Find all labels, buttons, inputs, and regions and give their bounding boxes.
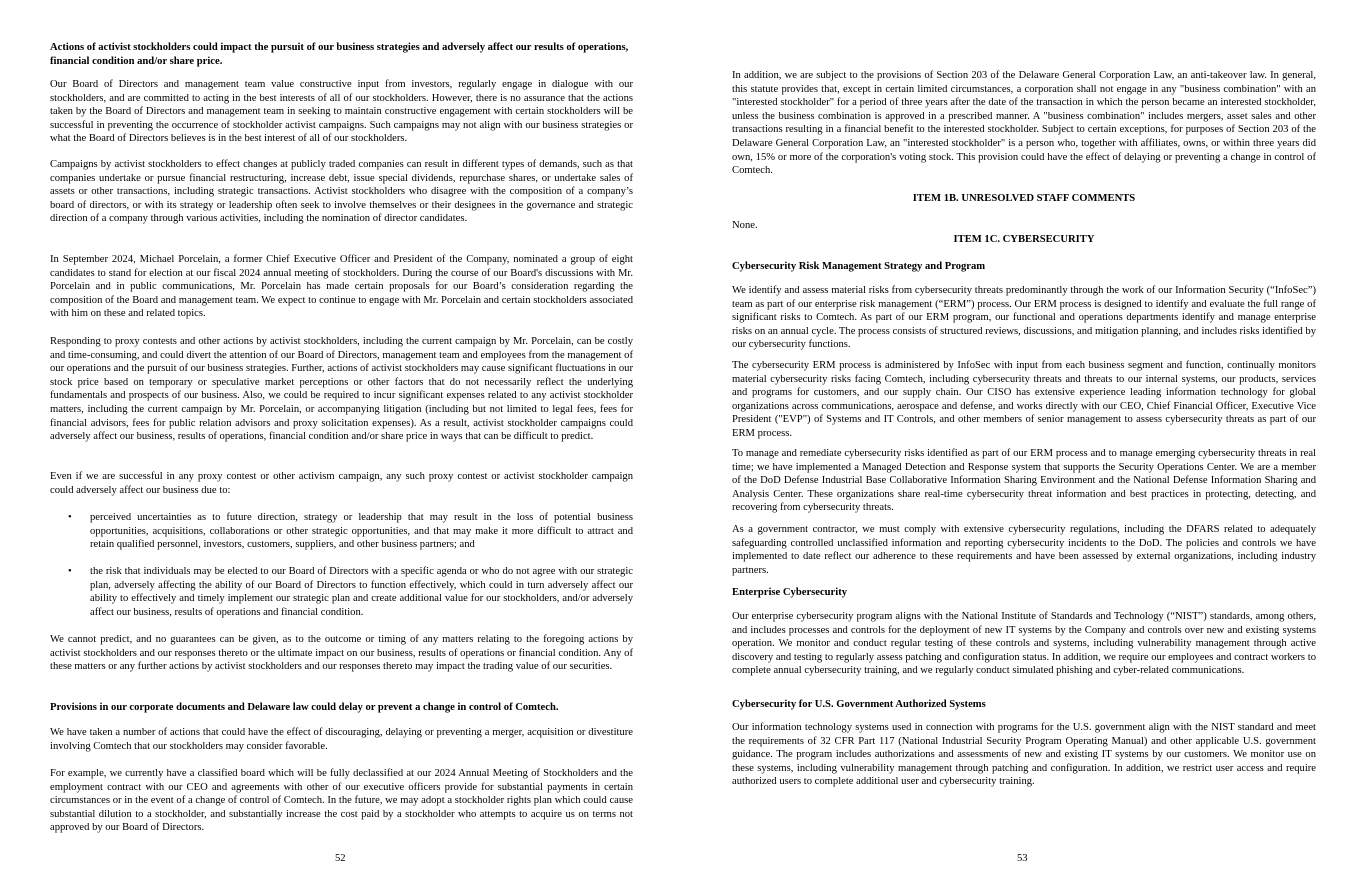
bullet-mark: • (68, 512, 72, 523)
page-number: 52 (335, 853, 346, 864)
paragraph: We identify and assess material risks from cybersecurity threats predominantly through the work of our Information Security (“InfoSec”) team as part of our enterprise risk management (“ERM”) process. Our ERM process is designed to identify and evaluate the full range of significant risks to Comtech. As part of our ERM program, our functional and operations departments identify and manage enterprise risks on an annual cycle. The process consists of structured reviews, discussions, and mitigation planning, and includes risks identified by our cybersecurity functions. (732, 285, 1316, 351)
paragraph: In addition, we are subject to the provisions of Section 203 of the Delaware General Corporation Law, an anti-takeover law. In general, this statute provides that, except in certain limited circumstances, a corporation shall not engage in any "business combination" with an "interested stockholder" for a period of three years after the date of the transaction in which the person became an interested stockholder, unless the business combination is approved in a prescribed manner. A "business combination" includes mergers, asset sales and other transactions resulting in a financial benefit to the interested stockholder. Subject to certain exceptions, for purposes of Section 203 of the Delaware General Corporation Law, an "interested stockholder" is a person who, together with affiliates, owns, or within three years did own, 15% or more of the corporation's voting stock. This provision could have the effect of delaying or preventing a change in control of Comtech. (732, 70, 1316, 177)
paragraph: Our Board of Directors and management team value constructive input from investors, regularly engage in dialogue with our stockholders, and are committed to acting in the best interests of all of our stockholders. However, there is no assurance that the actions taken by the Board of Directors and management team in seeking to maintain constructive engagement with certain stockholders will be successful in preventing the occurrence of stockholder activist campaigns. Such campaigns may not align with our business strategies or what the Board of Directors believes is in the best interest of all of our stockholders. (50, 79, 633, 145)
section-heading-provisions: Provisions in our corporate documents and Delaware law could delay or prevent a change in control of Comtech. (50, 702, 559, 713)
bullet-mark: • (68, 566, 72, 577)
bullet-text: the risk that individuals may be elected to our Board of Directors with a specific agenda or who do not agree with our strategic plan, adversely affecting the ability of our Board of Directors to function effectively, which could in turn adversely affect our ability to effectively and timely implement our strategic plan and create additional value for our stockholders, and/or adversely affect our business, results of operations and financial condition. (90, 566, 633, 618)
page-number: 53 (1017, 853, 1028, 864)
item-1c-heading: ITEM 1C. CYBERSECURITY (953, 234, 1095, 245)
bullet-item (50, 511, 633, 552)
bullet-text: perceived uncertainties as to future direction, strategy or leadership that may result in the loss of potential business opportunities, acquisitions, collaborations or other strategic opportunities, and that may make it more difficult to attract and retain qualified personnel, investors, customers, suppliers, and other business partners; and (90, 512, 633, 551)
paragraph: Our information technology systems used in connection with programs for the U.S. government align with the NIST standard and meet the requirements of 32 CFR Part 117 (National Industrial Security Program Operating Manual) and other applicable U.S. government guidance. The program includes authorizations and assessments of new and existing IT systems by our customers. We monitor use on these systems, including vulnerability management through patching and configuration. In addition, we restrict user access and require authorized users to complete additional user and cybersecurity training. (732, 722, 1316, 788)
bullet-item (50, 565, 633, 619)
none-text: None. (732, 220, 758, 231)
paragraph: Our enterprise cybersecurity program aligns with the National Institute of Standards and Technology (“NIST”) standards, among others, and includes processes and controls for the deployment of new IT systems by the Company and controls over new and existing systems operation. We monitor and conduct regular testing of these controls and systems, including vulnerability management through active discovery and testing to regularly assess patching and configuration status. In addition, we require our employees and contract workers to complete annual cybersecurity training, and we regularly conduct simulated phishing and cyber-related communications. (732, 611, 1316, 677)
paragraph: For example, we currently have a classified board which will be fully declassified at our 2024 Annual Meeting of Stockholders and the employment contract with our CEO and agreements with other of our executive officers provide for substantial payments in certain circumstances or in the event of a change of control of Comtech. In the future, we may adopt a stockholder rights plan which could cause substantial dilution to a stockholder, and substantially increase the cost paid by a stockholder who attempts to acquire us on terms not approved by our Board of Directors. (50, 768, 633, 834)
paragraph: We have taken a number of actions that could have the effect of discouraging, delaying or preventing a merger, acquisition or divestiture involving Comtech that our stockholders may consider favorable. (50, 727, 633, 752)
subheading-risk-management: Cybersecurity Risk Management Strategy and Program (732, 261, 986, 272)
paragraph: In September 2024, Michael Porcelain, a former Chief Executive Officer and President of the Company, nominated a group of eight candidates to stand for election at our fiscal 2024 annual meeting of stockholders. During the course of our Board's discussions with Mr. Porcelain and in public communications, Mr. Porcelain has made certain proposals for our Board’s consideration regarding the composition of the Board and management team. We expect to continue to engage with Mr. Porcelain and certain stockholders associated with him on these and related topics. (50, 254, 633, 320)
subheading-government: Cybersecurity for U.S. Government Authorized Systems (732, 699, 986, 710)
item-1b-heading: ITEM 1B. UNRESOLVED STAFF COMMENTS (912, 193, 1136, 204)
paragraph: To manage and remediate cybersecurity risks identified as part of our ERM process and to manage emerging cybersecurity threats in real time; we have implemented a Managed Detection and Response system that supports the Security Operations Center. We are a member of the DoD Defense Industrial Base Collaborative Information Sharing Environment and the National Defense Information Sharing and Analysis Center. These organizations share real-time cybersecurity threat information and best practices in protecting, detecting, and recovering from cybersecurity threats. (732, 448, 1316, 514)
paragraph: Responding to proxy contests and other actions by activist stockholders, including the current campaign by Mr. Porcelain, can be costly and time-consuming, and could divert the attention of our Board of Directors, management team and employees from the management of our operations and the pursuit of our business strategies. Further, actions of activist stockholders may cause significant fluctuations in our stock price based on temporary or speculative market perceptions or other factors that do not necessarily reflect the underlying fundamentals and prospects of our business. Also, we could be required to incur significant expenses related to any activist stockholder matters, including the current campaign by Mr. Porcelain, or accompanying litigation (including but not limited to legal fees, fees for financial advisors, fees for public relation advisors and proxy solicitation expenses). As a result, activist stockholder campaigns could adversely affect our business, results of operations, financial condition and/or share price in ways that can be difficult to predict. (50, 336, 633, 443)
paragraph: Campaigns by activist stockholders to effect changes at publicly traded companies can result in different types of demands, such as that companies undertake or pursue financial restructuring, increase debt, issue special dividends, repurchase shares, or undertake sales of assets or other transactions, including strategic transactions. Activist stockholders who disagree with the composition of a company’s board of directors, or with its strategy or leadership often seek to involve themselves or their designees in the governance and strategic direction of a company through various activities, including the nomination of director candidates. (50, 159, 633, 225)
paragraph: Even if we are successful in any proxy contest or other activism campaign, any such proxy contest or activist stockholder campaign could adversely affect our business due to: (50, 471, 633, 496)
section-heading-activist: Actions of activist stockholders could impact the pursuit of our business strategies and adversely affect our results of operations, financial condition and/or share price. (50, 42, 629, 67)
subheading-enterprise: Enterprise Cybersecurity (732, 587, 848, 598)
paragraph: We cannot predict, and no guarantees can be given, as to the outcome or timing of any matters relating to the foregoing actions by activist stockholders and our responses thereto or the ultimate impact on our business, results of operations or financial condition. Any of these matters or any further actions by activist stockholders and our responses thereto may impact the trading value of our securities. (50, 634, 633, 673)
paragraph: As a government contractor, we must comply with extensive cybersecurity regulations, including the DFARS related to adequately safeguarding controlled unclassified information and reporting cybersecurity incidents to the DoD. The policies and controls we have implemented to date reflect our adherence to these requirements and have been assessed by external organizations, including industry partners. (732, 524, 1316, 576)
paragraph: The cybersecurity ERM process is administered by InfoSec with input from each business segment and function, continually monitors material cybersecurity risks facing Comtech, including cybersecurity threats and threats to our internal systems, our products, services and programs for customers, and our supply chain. Our CISO has extensive experience leading information technology for global organizations across communications, aerospace and defense, and works directly with our CEO, Chief Financial Officer, Executive Vice President ("EVP") of Systems and IT Controls, and other members of senior management to assess cybersecurity threats as part of our ERM process. (732, 360, 1316, 439)
